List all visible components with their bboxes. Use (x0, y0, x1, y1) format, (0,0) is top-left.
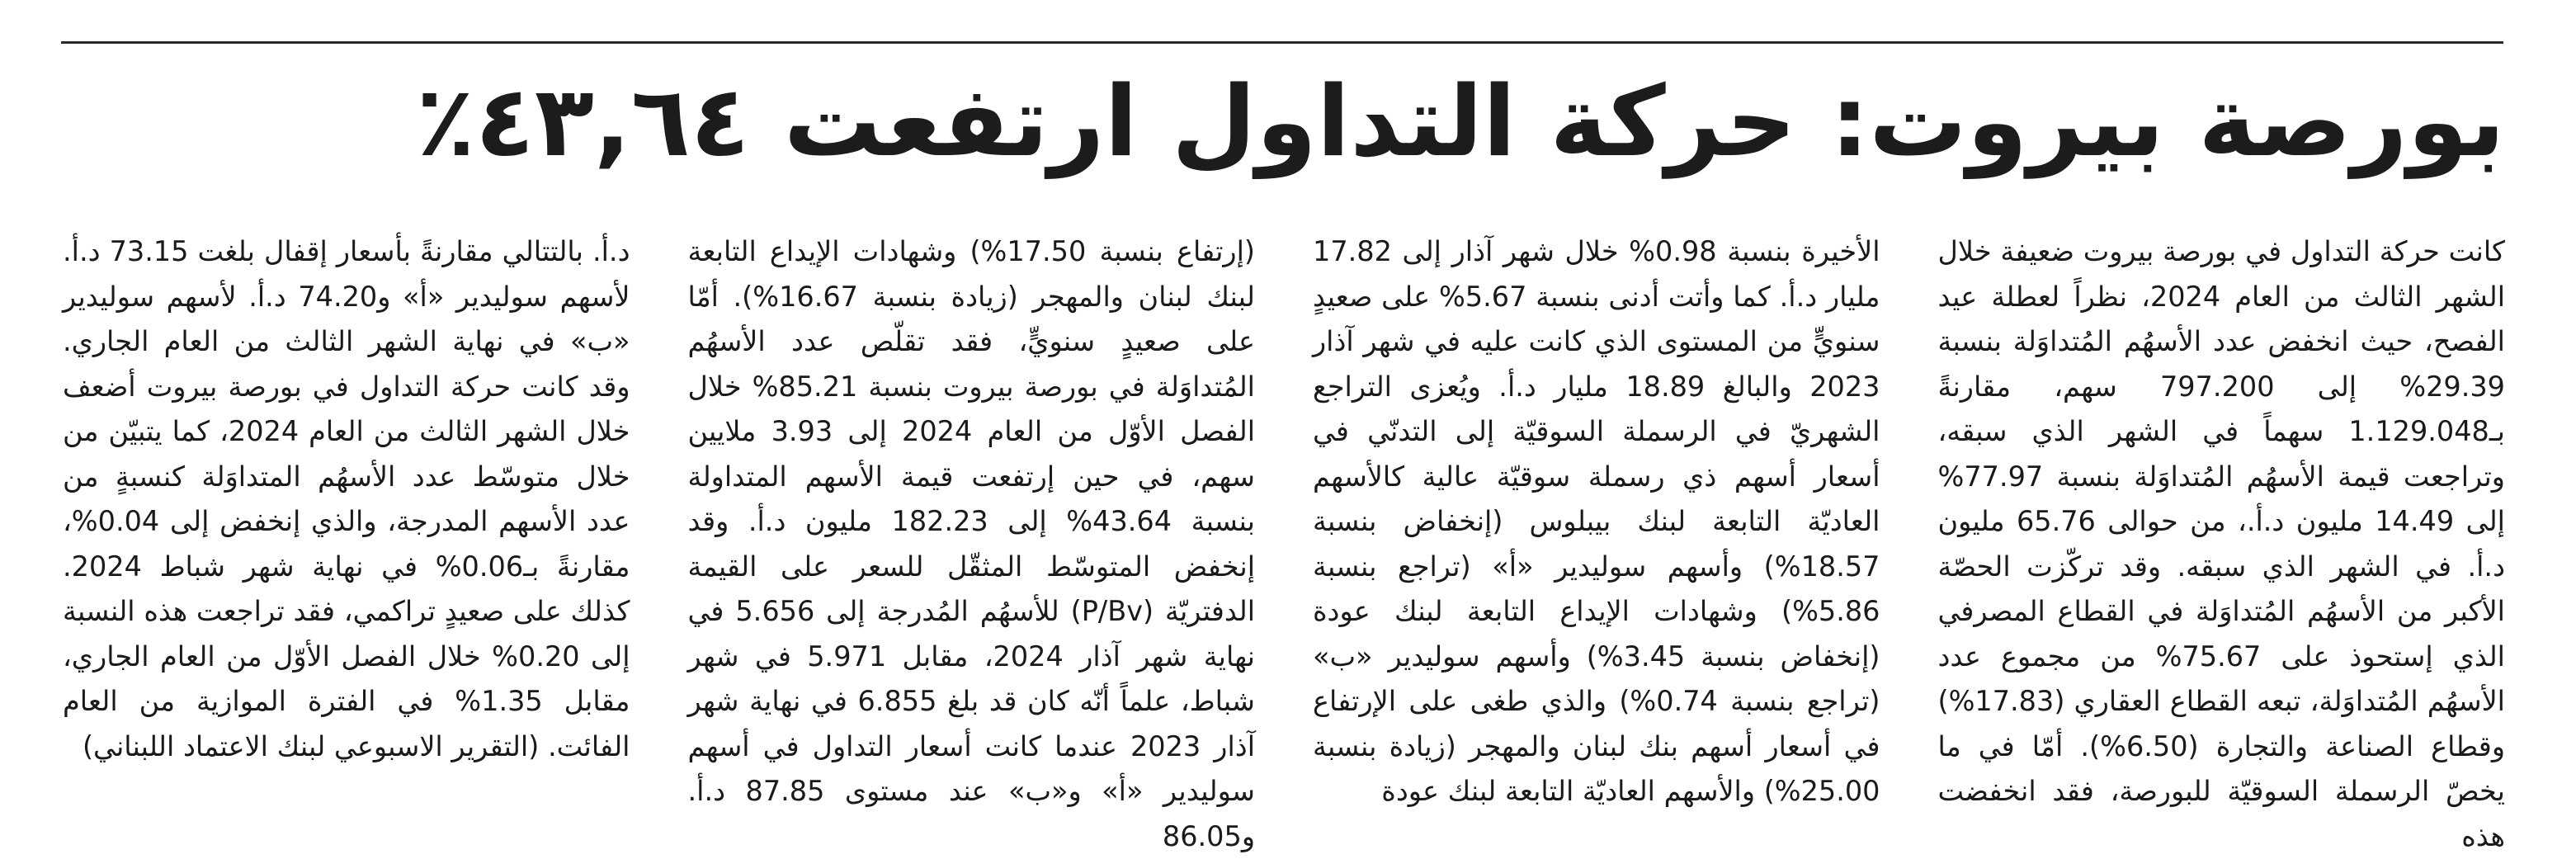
article-column-4: د.أ. بالتتالي مقارنةً بأسعار إقفال بلغت 73.15 د.أ. لأسهم سوليدير «أ» و74.20 د.أ. لأسهم سوليدير «ب» في نهاية الشهر الثالث من العام الجاري. وقد كانت حركة التداول في بورصة بيروت أضعف خلال الشهر الثالث من العام 2024، كما يتبيّن من خلال متوسّط عدد الأسهُم المتداوَلة كنسبةٍ من عدد الأسهم المدرجة، والذي إنخفض إلى 0.04%، مقارنةً بـ0.06% في نهاية شهر شباط 2024. كذلك على صعيدٍ تراكمي، فقد تراجعت هذه النسبة إلى 0.20% خلال الفصل الأوّل من العام الجاري، مقابل 1.35% في الفترة الموازية من العام الفائت. (التقرير الاسبوعي لبنك الاعتماد اللبناني) (63, 235, 630, 762)
article-column-1: كانت حركة التداول في بورصة بيروت ضعيفة خلال الشهر الثالث من العام 2024، نظراً لعطلة عيد الفصح، حيث انخفض عدد الأسهُم المُتداوَلة بنسبة 29.39% إلى 797.200 سهم، مقارنةً بـ1.129.048 سهماً في الشهر الذي سبقه، وتراجعت قيمة الأسهُم المُتداوَلة بنسبة 77.97% إلى 14.49 مليون د.أ.، من حوالى 65.76 مليون د.أ. في الشهر الذي سبقه. وقد تركّزت الحصّة الأكبر من الأسهُم المُتداوَلة في القطاع المصرفي الذي إستحوذ على 75.67% من مجموع عدد الأسهُم المُتداوَلة، تبعه القطاع العقاري (17.83%) وقطاع الصناعة والتجارة (6.50%). أمّا في ما يخصّ الرسملة السوقيّة للبورصة، فقد انخفضت هذه (1937, 235, 2506, 852)
article-column-2: الأخيرة بنسبة 0.98% خلال شهر آذار إلى 17.82 مليار د.أ. كما وأتت أدنى بنسبة 5.67% على صعيدٍ سنويٍّ من المستوى الذي كانت عليه في شهر آذار 2023 والبالغ 18.89 مليار د.أ. ويُعزى التراجع الشهريّ في الرسملة السوقيّة إلى التدنّي في أسعار أسهم ذي رسملة سوقيّة عالية كالأسهم العاديّة التابعة لبنك بيبلوس (إنخفاض بنسبة 18.57%) وأسهم سوليدير «أ» (تراجع بنسبة 5.86%) وشهادات الإيداع التابعة لبنك عودة (إنخفاض بنسبة 3.45%) وأسهم سوليدير «ب» (تراجع بنسبة 0.74%) والذي طغى على الإرتفاع في أسعار أسهم بنك لبنان والمهجر (زيادة بنسبة 25.00%) والأسهم العاديّة التابعة لبنك عودة (1313, 235, 1880, 807)
article-column-3: (إرتفاع بنسبة 17.50%) وشهادات الإيداع التابعة لبنك لبنان والمهجر (زيادة بنسبة 16.67%). أمّا على صعيدٍ سنويٍّ، فقد تقلّص عدد الأسهُم المُتداوَلة في بورصة بيروت بنسبة 85.21% خلال الفصل الأوّل من العام 2024 إلى 3.93 ملايين سهم، في حين إرتفعت قيمة الأسهم المتداولة بنسبة 43.64% إلى 182.23 مليون د.أ. وقد إنخفض المتوسّط المثقّل للسعر على القيمة الدفتريّة (P/Bv) للأسهُم المُدرجة إلى 5.656 في نهاية شهر آذار 2024، مقابل 5.971 في شهر شباط، علماً أنّه كان قد بلغ 6.855 في نهاية شهر آذار 2023 عندما كانت أسعار التداول في أسهم سوليدير «أ» و«ب» عند مستوى 87.85 د.أ. و86.05 (687, 235, 1256, 852)
top-divider (61, 41, 2503, 44)
article-body (63, 229, 2506, 852)
headline: بورصة بيروت: حركة التداول ارتفعت ٤٣,٦٤٪ (415, 64, 2505, 178)
